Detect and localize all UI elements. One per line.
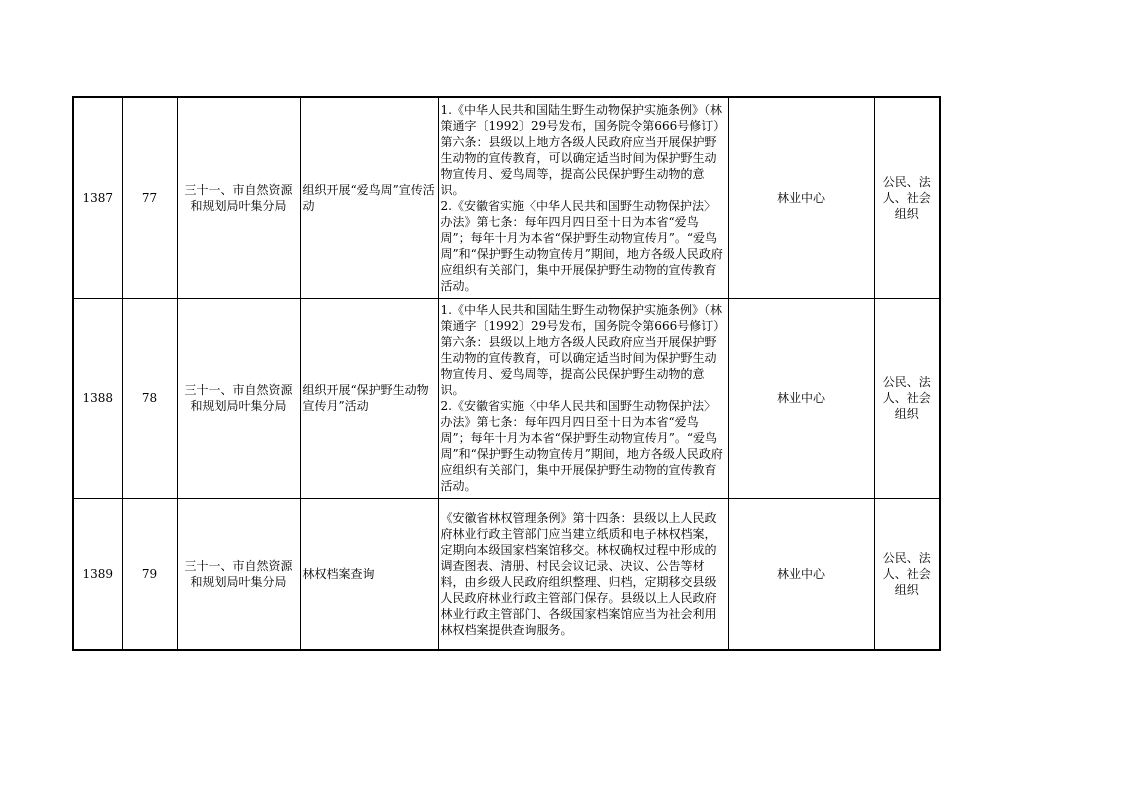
basis-paragraph: 2.《安徽省实施〈中华人民共和国野生动物保护法〉办法》第七条：每年四月四日至十日为本省“爱鸟周”；每年十月为本省“保护野生动物宣传月”。“爱鸟周”和“保护野生动物宣传月”期间，地方各级人民政府应组织有关部门，集中开展保护野生动物的宣传教育活动。: [440, 399, 723, 493]
basis-cell: [438, 298, 728, 498]
seq-cell: 1388: [73, 298, 122, 498]
target-cell: 公民、法人、社会组织: [874, 498, 940, 650]
basis-paragraph: 《安徽省林权管理条例》第十四条：县级以上人民政府林业行政主管部门应当建立纸质和电子林权档案，定期向本级国家档案馆移交。林权确权过程中形成的调查图表、清册、村民会议记录、决议、公告等材料，由乡级人民政府组织整理、归档，定期移交县级人民政府林业行政主管部门保存。县级以上人民政府林业行政主管部门、各级国家档案馆应当为社会利用林权档案提供查询服务。: [440, 510, 717, 637]
table-row: [73, 97, 940, 298]
unit-cell: 林业中心: [728, 97, 874, 298]
table-row: [73, 298, 940, 498]
item-cell: 林权档案查询: [300, 498, 438, 650]
table-row: [73, 498, 940, 650]
unit-cell: 林业中心: [728, 498, 874, 650]
index-cell: 77: [122, 97, 177, 298]
basis-paragraph: 1.《中华人民共和国陆生野生动物保护实施条例》（林策通字〔1992〕29号发布，国务院令第666号修订）第六条：县级以上地方各级人民政府应当开展保护野生动物的宣传教育，可以确定适当时间为保护野生动物宣传月、爱鸟周等，提高公民保护野生动物的意识。: [440, 303, 726, 397]
department-cell: 三十一、市自然资源和规划局叶集分局: [177, 298, 300, 498]
service-items-table: [72, 96, 941, 651]
basis-paragraph: 1.《中华人民共和国陆生野生动物保护实施条例》（林策通字〔1992〕29号发布，国务院令第666号修订）第六条：县级以上地方各级人民政府应当开展保护野生动物的宣传教育，可以确定适当时间为保护野生动物宣传月、爱鸟周等，提高公民保护野生动物的意识。: [440, 102, 726, 197]
seq-cell: 1387: [73, 97, 122, 298]
index-cell: 79: [122, 498, 177, 650]
department-cell: 三十一、市自然资源和规划局叶集分局: [177, 498, 300, 650]
basis-cell: [438, 498, 728, 650]
department-cell: 三十一、市自然资源和规划局叶集分局: [177, 97, 300, 298]
index-cell: 78: [122, 298, 177, 498]
target-cell: 公民、法人、社会组织: [874, 97, 940, 298]
basis-cell: [438, 97, 728, 298]
seq-cell: 1389: [73, 498, 122, 650]
unit-cell: 林业中心: [728, 298, 874, 498]
basis-paragraph: 2.《安徽省实施〈中华人民共和国野生动物保护法〉办法》第七条：每年四月四日至十日为本省“爱鸟周”；每年十月为本省“保护野生动物宣传月”。“爱鸟周”和“保护野生动物宣传月”期间，地方各级人民政府应组织有关部门，集中开展保护野生动物的宣传教育活动。: [440, 198, 723, 293]
item-cell: 组织开展“保护野生动物宣传月”活动: [300, 298, 438, 498]
target-cell: 公民、法人、社会组织: [874, 298, 940, 498]
item-cell: 组织开展“爱鸟周”宣传活动: [300, 97, 438, 298]
